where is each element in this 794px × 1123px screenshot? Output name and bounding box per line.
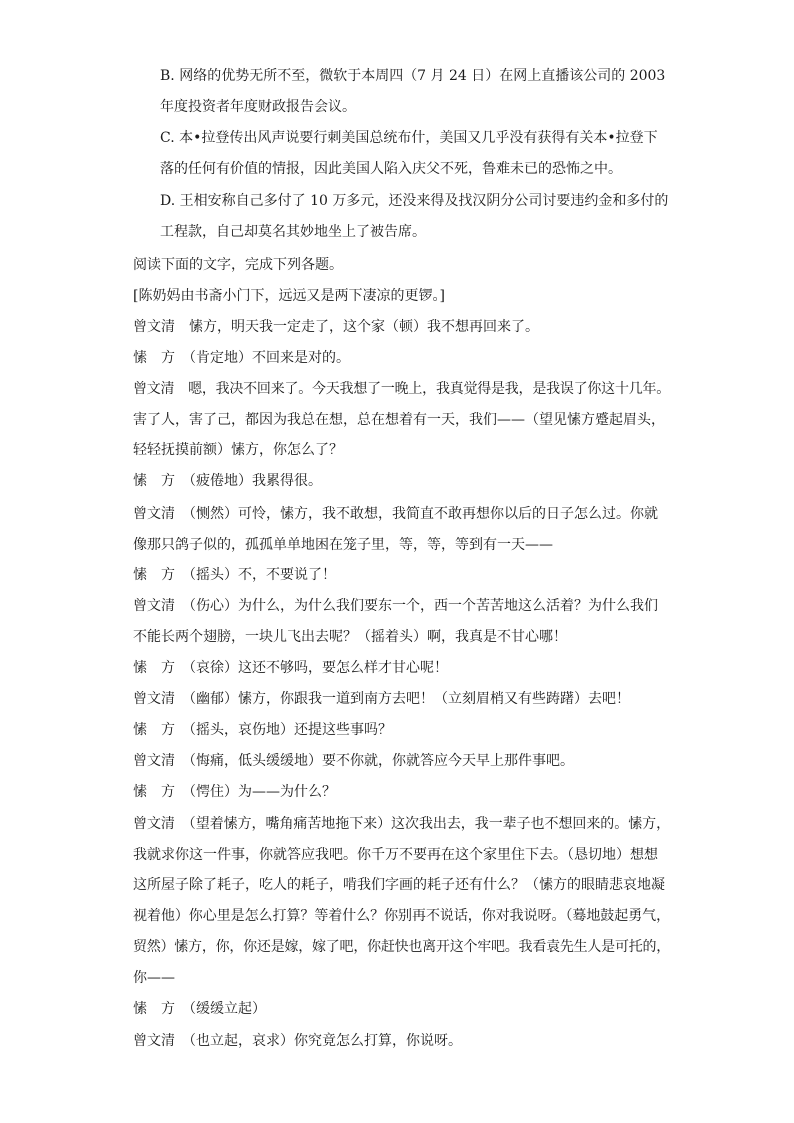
option-c-line-2: 落的任何有价值的情报，因此美国人陷入庆父不死，鲁难未已的恐怖之中。	[160, 161, 622, 177]
stage-direction: [陈奶妈由书斋小门下，远远又是两下凄凉的更锣。]	[133, 288, 445, 304]
dialogue-line: 曾文清 嗯，我决不回来了。今天我想了一晚上，我真觉得是我，是我误了你这十几年。	[133, 381, 671, 397]
dialogue-line: 愫 方 （摇头）不，不要说了！	[133, 567, 336, 583]
dialogue-line: 愫 方 （肯定地）不回来是对的。	[133, 350, 350, 366]
dialogue-line: 贸然）愫方，你，你还是嫁，嫁了吧，你赶快也离开这个牢吧。我看袁先生人是可托的，	[133, 939, 671, 955]
dialogue-line: 这所屋子除了耗子，吃人的耗子，啃我们字画的耗子还有什么？（愫方的眼睛悲哀地凝	[133, 877, 665, 893]
dialogue-line: 曾文清 （伤心）为什么，为什么我们要东一个，西一个苦苦地这么活着？为什么我们	[133, 598, 658, 614]
dialogue-line: 曾文清 （也立起，哀求）你究竟怎么打算，你说呀。	[133, 1033, 462, 1049]
option-b-line-1: B. 网络的优势无所不至，微软于本周四（7 月 24 日）在网上直播该公司的 2003	[160, 68, 666, 84]
dialogue-line: 我就求你这一件事，你就答应我吧。你千万不要再在这个家里住下去。（恳切地）想想	[133, 847, 658, 863]
dialogue-line: 曾文清 愫方，明天我一定走了，这个家（顿）我不想再回来了。	[133, 319, 539, 335]
option-d-line-2: 工程款，自己却莫名其妙地坐上了被告席。	[160, 224, 426, 240]
dialogue-line: 轻轻抚摸前额）愫方，你怎么了？	[133, 442, 343, 458]
dialogue-line: 不能长两个翅膀，一块儿飞出去呢？（摇着头）啊，我真是不甘心哪！	[133, 629, 567, 645]
option-d-line-1: D. 王相安称自己多付了 10 万多元，还没来得及找汉阴分公司讨要违约金和多付的	[160, 193, 669, 209]
reading-instruction: 阅读下面的文字，完成下列各题。	[133, 257, 343, 273]
dialogue-line: 视着他）你心里是怎么打算？等着什么？你别再不说话，你对我说呀。（蓦地鼓起勇气，	[133, 908, 671, 924]
dialogue-line: 曾文清 （幽郁）愫方，你跟我一道到南方去吧！（立刻眉梢又有些踌躇）去吧！	[133, 691, 630, 707]
dialogue-line: 曾文清 （恻然）可怜，愫方，我不敢想，我简直不敢再想你以后的日子怎么过。你就	[133, 506, 658, 522]
dialogue-line: 愫 方 （哀徐）这还不够吗，要怎么样才甘心呢！	[133, 660, 448, 676]
dialogue-line: 像那只鸽子似的，孤孤单单地困在笼子里，等，等，等到有一天——	[133, 537, 553, 553]
dialogue-line: 你——	[133, 970, 175, 986]
dialogue-line: 愫 方 （缓缓立起）	[133, 1001, 266, 1017]
dialogue-line: 愫 方 （愕住）为——为什么？	[133, 784, 336, 800]
dialogue-line: 曾文清 （悔痛，低头缓缓地）要不你就，你就答应今天早上那件事吧。	[133, 753, 574, 769]
option-c-line-1: C. 本•拉登传出风声说要行刺美国总统布什，美国又几乎没有获得有关本•拉登下	[160, 130, 658, 146]
dialogue-line: 曾文清 （望着愫方，嘴角痛苦地拖下来）这次我出去，我一辈子也不想回来的。愫方，	[133, 816, 671, 832]
dialogue-line: 害了人，害了己，都因为我总在想，总在想着有一天，我们——（望见愫方蹙起眉头，	[133, 412, 665, 428]
dialogue-line: 愫 方 （疲倦地）我累得很。	[133, 473, 322, 489]
dialogue-line: 愫 方 （摇头，哀伤地）还提这些事吗？	[133, 722, 392, 738]
option-b-line-2: 年度投资者年度财政报告会议。	[160, 99, 356, 115]
